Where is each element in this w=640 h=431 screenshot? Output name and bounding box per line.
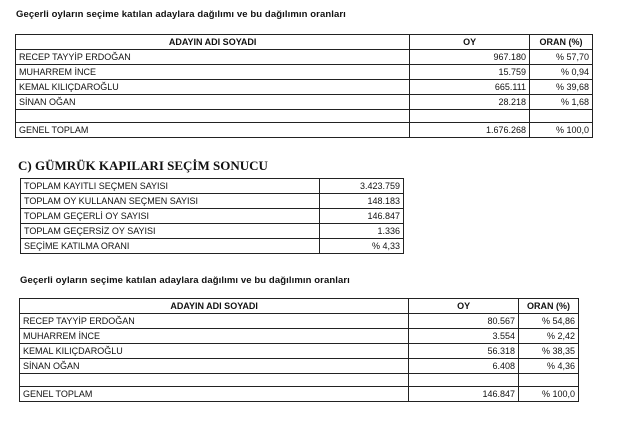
table-header-row (16, 35, 593, 50)
candidate-ratio: % 39,68 (530, 80, 593, 95)
summary-row (21, 194, 404, 209)
total-label: GENEL TOPLAM (20, 387, 409, 402)
summary-value: 1.336 (320, 224, 404, 239)
summary-table (20, 178, 404, 254)
table-row (20, 314, 579, 329)
summary-label: TOPLAM KAYITLI SEÇMEN SAYISI (21, 179, 320, 194)
table-header-row (20, 299, 579, 314)
total-row (16, 123, 593, 138)
candidate-name: KEMAL KILIÇDAROĞLU (16, 80, 410, 95)
table-row (16, 65, 593, 80)
table-row (16, 50, 593, 65)
summary-label: TOPLAM OY KULLANAN SEÇMEN SAYISI (21, 194, 320, 209)
candidate-votes: 967.180 (410, 50, 530, 65)
table-row (16, 80, 593, 95)
candidate-ratio: % 4,36 (519, 359, 579, 374)
candidate-votes: 6.408 (409, 359, 519, 374)
candidate-ratio: % 1,68 (530, 95, 593, 110)
candidate-name: MUHARREM İNCE (16, 65, 410, 80)
total-ratio: % 100,0 (530, 123, 593, 138)
blank-cell (16, 110, 410, 123)
candidate-ratio: % 54,86 (519, 314, 579, 329)
table-row (20, 359, 579, 374)
candidate-votes: 15.759 (410, 65, 530, 80)
summary-row (21, 179, 404, 194)
section-title: C) GÜMRÜK KAPILARI SEÇİM SONUCU (18, 158, 268, 173)
results-table-2 (19, 298, 579, 402)
candidate-ratio: % 2,42 (519, 329, 579, 344)
total-votes: 1.676.268 (410, 123, 530, 138)
candidate-votes: 665.111 (410, 80, 530, 95)
candidate-votes: 56.318 (409, 344, 519, 359)
summary-row (21, 239, 404, 254)
header-candidate: ADAYIN ADI SOYADI (16, 35, 410, 50)
blank-row (16, 110, 593, 123)
summary-value: 3.423.759 (320, 179, 404, 194)
table-row (20, 329, 579, 344)
summary-value: % 4,33 (320, 239, 404, 254)
candidate-votes: 3.554 (409, 329, 519, 344)
total-label: GENEL TOPLAM (16, 123, 410, 138)
blank-cell (20, 374, 409, 387)
blank-cell (530, 110, 593, 123)
summary-value: 146.847 (320, 209, 404, 224)
candidate-name: RECEP TAYYİP ERDOĞAN (16, 50, 410, 65)
candidate-name: SİNAN OĞAN (16, 95, 410, 110)
candidate-ratio: % 0,94 (530, 65, 593, 80)
header-votes: OY (409, 299, 519, 314)
results-table-1 (15, 34, 593, 138)
summary-label: TOPLAM GEÇERLİ OY SAYISI (21, 209, 320, 224)
total-votes: 146.847 (409, 387, 519, 402)
table-row (20, 344, 579, 359)
caption-bottom: Geçerli oyların seçime katılan adaylara dağılımı ve bu dağılımın oranları (20, 275, 350, 286)
blank-cell (409, 374, 519, 387)
caption-top: Geçerli oyların seçime katılan adaylara dağılımı ve bu dağılımın oranları (16, 9, 346, 20)
header-ratio: ORAN (%) (530, 35, 593, 50)
candidate-votes: 80.567 (409, 314, 519, 329)
header-votes: OY (410, 35, 530, 50)
candidate-votes: 28.218 (410, 95, 530, 110)
summary-value: 148.183 (320, 194, 404, 209)
candidate-name: KEMAL KILIÇDAROĞLU (20, 344, 409, 359)
blank-cell (519, 374, 579, 387)
table-row (16, 95, 593, 110)
candidate-ratio: % 57,70 (530, 50, 593, 65)
summary-row (21, 224, 404, 239)
header-ratio: ORAN (%) (519, 299, 579, 314)
blank-cell (410, 110, 530, 123)
candidate-name: RECEP TAYYİP ERDOĞAN (20, 314, 409, 329)
candidate-name: MUHARREM İNCE (20, 329, 409, 344)
summary-label: TOPLAM GEÇERSİZ OY SAYISI (21, 224, 320, 239)
header-candidate: ADAYIN ADI SOYADI (20, 299, 409, 314)
blank-row (20, 374, 579, 387)
summary-label: SEÇİME KATILMA ORANI (21, 239, 320, 254)
total-ratio: % 100,0 (519, 387, 579, 402)
total-row (20, 387, 579, 402)
candidate-ratio: % 38,35 (519, 344, 579, 359)
summary-row (21, 209, 404, 224)
candidate-name: SİNAN OĞAN (20, 359, 409, 374)
